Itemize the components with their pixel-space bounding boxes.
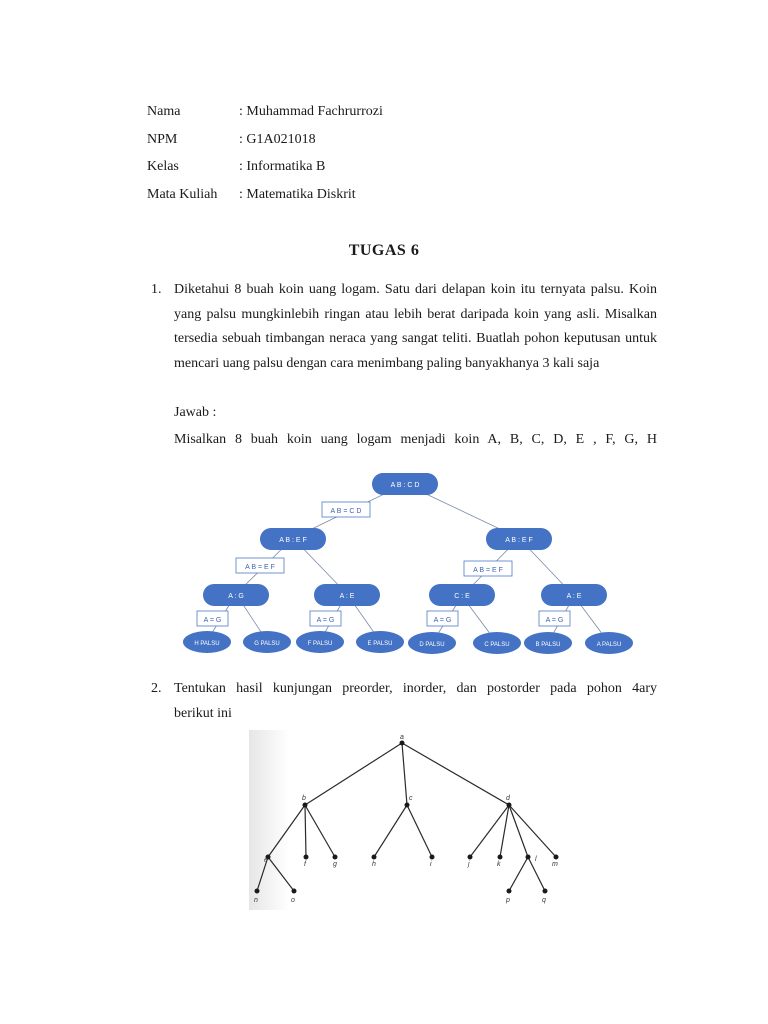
question-1-text: Diketahui 8 buah koin uang logam. Satu dari delapan koin itu ternyata palsu. Koin yang palsu mungkinlebih ringan atau lebih berat daripada koin yang asli. Misalkan tersedia sebuah timbangan neraca yang sangat teliti. Buatlah pohon keputusan untuk mencari uang palsu dengan cara menimbang paling banyakhanya 3 kali saja: [174, 282, 657, 371]
tree-node-label: q: [542, 897, 546, 904]
question-number: 2.: [151, 681, 162, 696]
tree-node-label: o: [291, 897, 295, 904]
question-number: 1.: [151, 282, 162, 297]
page-title: TUGAS 6: [348, 242, 420, 259]
leaf-node: C PALSU: [484, 642, 510, 648]
equal-label: A = G: [545, 617, 564, 624]
tree-node-label: g: [333, 861, 337, 868]
info-value: : G1A021018: [239, 132, 316, 147]
tree-node-label: e: [264, 857, 268, 864]
node-right-right: A : E: [566, 593, 582, 600]
leaf-node: A PALSU: [596, 642, 622, 648]
node-root: A B : C D: [390, 482, 420, 489]
info-label: Nama: [147, 104, 181, 119]
leaf-node: E PALSU: [367, 641, 393, 647]
info-label: NPM: [147, 132, 178, 147]
answer-label: Jawab :: [174, 405, 217, 420]
node-left: A B : E F: [279, 537, 307, 544]
leaf-node: F PALSU: [307, 641, 333, 647]
info-value: : Matematika Diskrit: [239, 187, 356, 202]
equal-label: A = G: [433, 617, 452, 624]
tree-node-label: h: [372, 861, 376, 868]
tree-node-label: n: [254, 897, 258, 904]
tree-node-label: a: [400, 734, 404, 741]
tree-node-label: k: [497, 861, 501, 868]
equal-label: A = G: [316, 617, 335, 624]
node-right: A B : E F: [505, 537, 533, 544]
info-value: : Informatika B: [239, 159, 326, 174]
tree-node-label: l: [535, 856, 537, 863]
info-label: Mata Kuliah: [147, 187, 218, 202]
node-right-left: C : E: [454, 593, 470, 600]
tree-node-label: b: [302, 795, 306, 802]
info-value: : Muhammad Fachrurrozi: [239, 104, 383, 119]
equal-label: A = G: [203, 617, 222, 624]
equal-label: A B = C D: [330, 508, 362, 515]
node-left-right: A : E: [339, 593, 355, 600]
tree-node-label: d: [506, 795, 510, 802]
question-2-text: Tentukan hasil kunjungan preorder, inorder, dan postorder pada pohon 4ary: [174, 681, 657, 696]
tree-node-label: m: [552, 861, 558, 868]
leaf-node: H PALSU: [194, 641, 220, 647]
question-2-text-cont: berikut ini: [174, 706, 232, 721]
tree-node-label: f: [304, 861, 306, 868]
tree-node-label: i: [430, 861, 432, 868]
leaf-node: G PALSU: [254, 641, 280, 647]
leaf-node: D PALSU: [419, 642, 445, 648]
tree-node-label: p: [506, 897, 510, 904]
tree-node-label: j: [468, 861, 470, 868]
equal-label: A B = E F: [245, 564, 275, 571]
leaf-node: B PALSU: [535, 642, 561, 648]
tree-node-label: c: [409, 795, 413, 802]
info-label: Kelas: [147, 159, 179, 174]
equal-label: A B = E F: [473, 567, 503, 574]
node-left-left: A : G: [228, 593, 244, 600]
answer-intro: Misalkan 8 buah koin uang logam menjadi koin A, B, C, D, E , F, G, H: [174, 432, 657, 447]
